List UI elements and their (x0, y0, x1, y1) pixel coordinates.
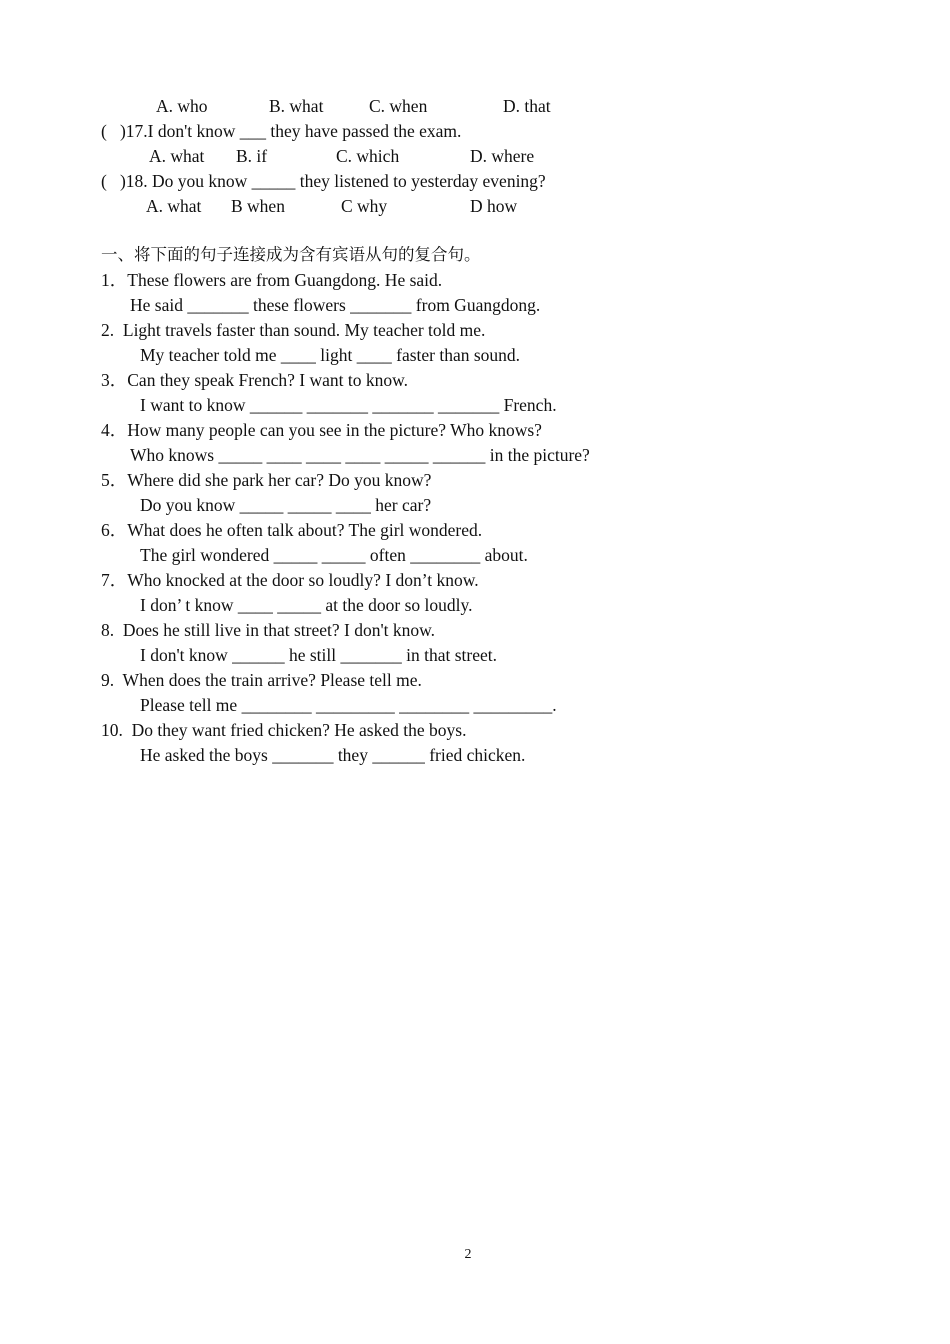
exercise-8-prompt: 8. Does he still live in that street? I don't know. (101, 620, 435, 640)
exercise-3-prompt: 3．Can they speak French? I want to know. (101, 370, 408, 390)
exercise-5-prompt: 5．Where did she park her car? Do you know? (101, 470, 432, 490)
exercise-7-answer: I don’ t know ____ _____ at the door so loudly. (140, 595, 473, 615)
q18-option-c: C why (341, 196, 388, 216)
page-number: 2 (464, 1247, 472, 1262)
exercise-5-answer: Do you know _____ _____ ____ her car? (140, 495, 432, 515)
exercise-10-answer: He asked the boys _______ they ______ fried chicken. (140, 745, 526, 765)
exercise-10-prompt: 10. Do they want fried chicken? He asked the boys. (101, 720, 467, 740)
exercise-7-prompt: 7．Who knocked at the door so loudly? I don’t know. (101, 570, 479, 590)
exercise-9-answer: Please tell me ________ _________ ________ _________. (140, 695, 557, 715)
exercise-2-answer: My teacher told me ____ light ____ faster than sound. (140, 345, 521, 365)
q18-option-d: D how (470, 196, 518, 216)
exercise-6-answer: The girl wondered _____ _____ often ________ about. (140, 545, 528, 565)
q18-option-b: B when (231, 196, 285, 216)
exercise-2-prompt: 2. Light travels faster than sound. My teacher told me. (101, 320, 486, 340)
q18-stem: ( )18. Do you know _____ they listened to yesterday evening? (101, 171, 546, 191)
exercise-1-prompt: 1．These flowers are from Guangdong. He said. (101, 270, 443, 290)
q17-option-d: D. where (470, 146, 535, 166)
q16-option-d: D. that (503, 96, 551, 116)
exercise-9-prompt: 9. When does the train arrive? Please tell me. (101, 670, 422, 690)
exercise-8-answer: I don't know ______ he still _______ in that street. (140, 645, 498, 665)
q16-option-a: A. who (156, 96, 208, 116)
exercise-6-prompt: 6．What does he often talk about? The girl wondered. (101, 520, 483, 540)
section-title: 一、将下面的句子连接成为含有宾语从句的复合句。 (101, 245, 481, 264)
exercise-3-answer: I want to know ______ _______ _______ _______ French. (140, 395, 557, 415)
q17-option-b: B. if (236, 146, 268, 166)
q17-stem: ( )17.I don't know ___ they have passed the exam. (101, 121, 462, 141)
q18-option-a: A. what (146, 196, 202, 216)
exercise-1-answer: He said _______ these flowers _______ from Guangdong. (130, 295, 541, 315)
exercise-4-prompt: 4．How many people can you see in the picture? Who knows? (101, 420, 542, 440)
q17-option-c: C. which (336, 146, 400, 166)
q16-option-c: C. when (369, 96, 428, 116)
q17-option-a: A. what (149, 146, 205, 166)
exercise-4-answer: Who knows _____ ____ ____ ____ _____ ______ in the picture? (130, 445, 590, 465)
q16-option-b: B. what (269, 96, 324, 116)
